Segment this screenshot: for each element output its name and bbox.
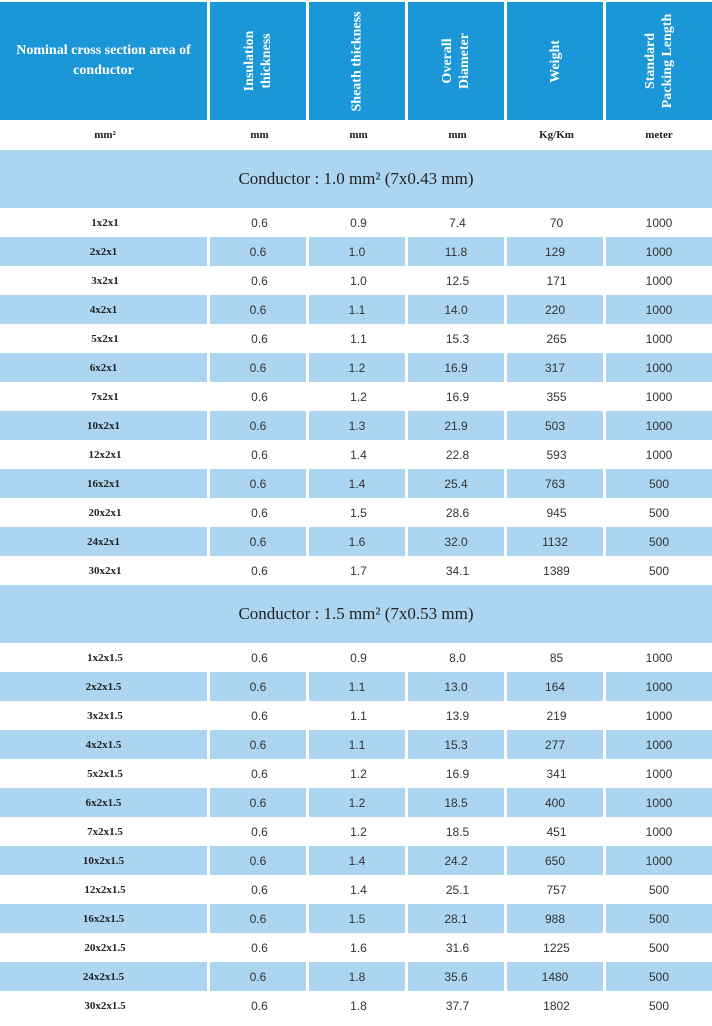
cell-diameter: 22.8 [445,447,470,462]
table-row [0,991,712,1020]
cell-weight: 164 [507,672,606,701]
cell-diameter: 16.9 [445,766,470,781]
cell-packing: 1000 [645,273,673,288]
cell-nominal: 12x2x1 [88,448,122,461]
table-row [0,759,712,788]
header-weight [507,2,606,120]
cell-weight: 451 [546,824,567,839]
cell-nominal: 2x2x1 [0,237,210,266]
cell-weight: 593 [546,447,567,462]
cell-insulation: 0.6 [251,563,268,578]
cell-nominal: 12x2x1.5 [84,883,126,896]
cell-insulation: 0.6 [210,411,309,440]
section-title: Conductor : 1.5 mm² (7x0.53 mm) [0,585,712,643]
cell-packing: 500 [648,534,670,549]
cell-insulation: 0.6 [210,788,309,817]
cell-sheath: 1.0 [350,273,367,288]
cell-weight: 945 [546,505,567,520]
table-header [0,2,712,120]
header-insulation-thickness [210,2,309,120]
cell-diameter: 28.1 [408,904,507,933]
cell-diameter: 37.7 [445,998,470,1013]
cell-sheath: 1.3 [309,411,408,440]
cell-nominal: 16x2x1 [0,469,210,498]
cell-sheath: 1.1 [350,708,367,723]
cell-diameter: 13.9 [445,708,470,723]
cell-insulation: 0.6 [210,846,309,875]
cell-packing: 1000 [645,766,673,781]
table-row [0,556,712,585]
cell-weight: 988 [507,904,606,933]
cell-packing: 1000 [645,302,673,317]
unit-insulation: mm [250,129,269,141]
header-label: Sheath thickness [349,11,365,111]
cell-nominal: 5x2x1 [91,332,119,345]
cell-nominal: 20x2x1 [88,506,122,519]
cell-diameter: 15.3 [408,730,507,759]
cell-weight: 277 [507,730,606,759]
cell-weight: 219 [546,708,567,723]
cell-sheath: 0.9 [350,215,367,230]
cell-diameter: 24.2 [408,846,507,875]
cell-insulation: 0.6 [251,824,268,839]
table-row [0,382,712,411]
cell-packing: 1000 [645,737,673,752]
cell-insulation: 0.6 [210,904,309,933]
cell-nominal: 3x2x1.5 [87,709,123,722]
cell-nominal: 2x2x1.5 [0,672,210,701]
cell-packing: 1000 [645,795,673,810]
cell-sheath: 1.1 [350,331,367,346]
cell-sheath: 1.4 [350,447,367,462]
table-row [0,440,712,469]
cell-insulation: 0.6 [251,447,268,462]
cell-nominal: 30x2x1 [88,564,122,577]
cell-nominal: 1x2x1.5 [87,651,123,664]
cell-nominal: 5x2x1.5 [87,767,123,780]
cell-weight: 129 [507,237,606,266]
cell-weight: 265 [546,331,567,346]
header-label: Standard Packing Length [643,13,675,109]
cell-packing: 1000 [645,853,673,868]
cell-insulation: 0.6 [251,708,268,723]
cell-diameter: 8.0 [449,650,466,665]
table-row [0,295,712,324]
cell-sheath: 1.4 [309,469,408,498]
cell-diameter: 18.5 [445,824,470,839]
cell-nominal: 10x2x1 [0,411,210,440]
header-label: Nominal cross section area of conductor [16,43,191,78]
cell-diameter: 32.0 [408,527,507,556]
cell-sheath: 1.6 [350,940,367,955]
table-row [0,933,712,962]
table-row [0,788,712,817]
cell-diameter: 31.6 [445,940,470,955]
cell-insulation: 0.6 [210,527,309,556]
cell-packing: 500 [648,563,670,578]
cell-sheath: 1.1 [309,730,408,759]
table-row [0,469,712,498]
table-row [0,266,712,295]
cell-packing: 500 [648,998,670,1013]
unit-sheath: mm [349,129,368,141]
table-row [0,672,712,701]
cell-weight: 757 [546,882,567,897]
table-row [0,237,712,266]
cell-nominal: 24x2x1 [0,527,210,556]
cell-insulation: 0.6 [210,962,309,991]
cell-nominal: 4x2x1.5 [0,730,210,759]
cell-nominal: 16x2x1.5 [0,904,210,933]
cell-sheath: 1.0 [309,237,408,266]
cell-nominal: 6x2x1 [0,353,210,382]
cell-sheath: 1.1 [309,672,408,701]
cell-diameter: 25.1 [445,882,470,897]
cell-diameter: 28.6 [445,505,470,520]
table-row [0,730,712,759]
table-row [0,353,712,382]
cell-diameter: 35.6 [408,962,507,991]
spec-table [0,2,712,1020]
header-label: Overall Diameter [440,33,472,89]
cell-packing: 1000 [645,679,673,694]
cell-sheath: 1.5 [350,505,367,520]
header-standard-packing-length [606,2,712,120]
table-row [0,498,712,527]
cell-sheath: 0.9 [350,650,367,665]
cell-sheath: 1.2 [350,824,367,839]
cell-packing: 1000 [645,824,673,839]
cell-packing: 1000 [645,331,673,346]
cell-packing: 500 [648,969,670,984]
cell-diameter: 25.4 [408,469,507,498]
cell-weight: 341 [546,766,567,781]
table-row [0,324,712,353]
cell-insulation: 0.6 [210,353,309,382]
cell-packing: 1000 [645,418,673,433]
header-nominal-cross-section [0,2,210,120]
table-row [0,643,712,672]
cell-packing: 1000 [645,708,673,723]
cell-sheath: 1.8 [350,998,367,1013]
cell-insulation: 0.6 [210,237,309,266]
cell-insulation: 0.6 [210,295,309,324]
unit-nominal: mm² [94,129,116,141]
cell-diameter: 12.5 [445,273,470,288]
cell-packing: 500 [648,911,670,926]
cell-sheath: 1.7 [350,563,367,578]
cell-insulation: 0.6 [251,650,268,665]
cell-nominal: 7x2x1.5 [87,825,123,838]
cell-nominal: 4x2x1 [0,295,210,324]
cell-insulation: 0.6 [251,766,268,781]
cell-insulation: 0.6 [210,672,309,701]
section-title: Conductor : 1.0 mm² (7x0.43 mm) [0,150,712,208]
cell-packing: 500 [648,882,670,897]
cell-weight: 317 [507,353,606,382]
cell-insulation: 0.6 [251,273,268,288]
cell-insulation: 0.6 [251,882,268,897]
cell-sheath: 1.2 [309,788,408,817]
cell-sheath: 1.6 [309,527,408,556]
cell-weight: 1225 [543,940,570,955]
cell-weight: 650 [507,846,606,875]
cell-weight: 400 [507,788,606,817]
cell-weight: 763 [507,469,606,498]
cell-packing: 1000 [645,215,673,230]
cell-insulation: 0.6 [251,331,268,346]
table-row [0,875,712,904]
header-label: Insulation thickness [242,30,274,92]
unit-packing: meter [645,129,673,141]
cell-nominal: 3x2x1 [91,274,119,287]
cell-diameter: 18.5 [408,788,507,817]
cell-packing: 1000 [645,389,673,404]
table-row [0,701,712,730]
cell-weight: 1480 [507,962,606,991]
cell-nominal: 24x2x1.5 [0,962,210,991]
cell-packing: 1000 [645,244,673,259]
cell-nominal: 20x2x1.5 [84,941,126,954]
cell-insulation: 0.6 [251,505,268,520]
table-row [0,904,712,933]
cell-diameter: 21.9 [408,411,507,440]
cell-diameter: 34.1 [445,563,470,578]
cell-insulation: 0.6 [251,215,268,230]
cell-weight: 220 [507,295,606,324]
cell-packing: 1000 [645,650,673,665]
cell-weight: 355 [546,389,567,404]
table-row [0,817,712,846]
cell-diameter: 14.0 [408,295,507,324]
cell-sheath: 1.5 [309,904,408,933]
cell-sheath: 1.4 [309,846,408,875]
cell-weight: 171 [546,273,567,288]
cell-insulation: 0.6 [210,469,309,498]
cell-nominal: 30x2x1.5 [84,999,126,1012]
cell-insulation: 0.6 [251,998,268,1013]
units-row [0,120,712,150]
table-row [0,208,712,237]
cell-packing: 500 [648,505,670,520]
cell-packing: 1000 [645,447,673,462]
cell-packing: 500 [648,476,670,491]
cell-diameter: 15.3 [445,331,470,346]
cell-insulation: 0.6 [210,730,309,759]
table-body [0,150,712,1020]
unit-weight: Kg/Km [539,129,574,141]
table-row [0,411,712,440]
cell-packing: 1000 [645,360,673,375]
table-row [0,962,712,991]
cell-diameter: 13.0 [408,672,507,701]
cell-diameter: 16.9 [408,353,507,382]
cell-sheath: 1.1 [309,295,408,324]
cell-sheath: 1.8 [309,962,408,991]
cell-sheath: 1.4 [350,882,367,897]
cell-weight: 1389 [543,563,570,578]
header-sheath-thickness [309,2,408,120]
header-overall-diameter [408,2,507,120]
cell-sheath: 1.2 [350,389,367,404]
cell-nominal: 1x2x1 [91,216,119,229]
cell-packing: 500 [648,940,670,955]
cell-insulation: 0.6 [251,940,268,955]
cell-weight: 85 [549,650,564,665]
cell-nominal: 10x2x1.5 [0,846,210,875]
table-row [0,846,712,875]
cell-nominal: 7x2x1 [91,390,119,403]
cell-nominal: 6x2x1.5 [0,788,210,817]
cell-insulation: 0.6 [251,389,268,404]
cell-weight: 1132 [507,527,606,556]
cell-weight: 503 [507,411,606,440]
cell-sheath: 1.2 [309,353,408,382]
cell-diameter: 7.4 [449,215,466,230]
cell-diameter: 11.8 [408,237,507,266]
cell-sheath: 1.2 [350,766,367,781]
header-label: Weight [547,39,563,83]
cell-weight: 70 [549,215,564,230]
cell-diameter: 16.9 [445,389,470,404]
cell-weight: 1802 [543,998,570,1013]
unit-diameter: mm [448,129,467,141]
table-row [0,527,712,556]
